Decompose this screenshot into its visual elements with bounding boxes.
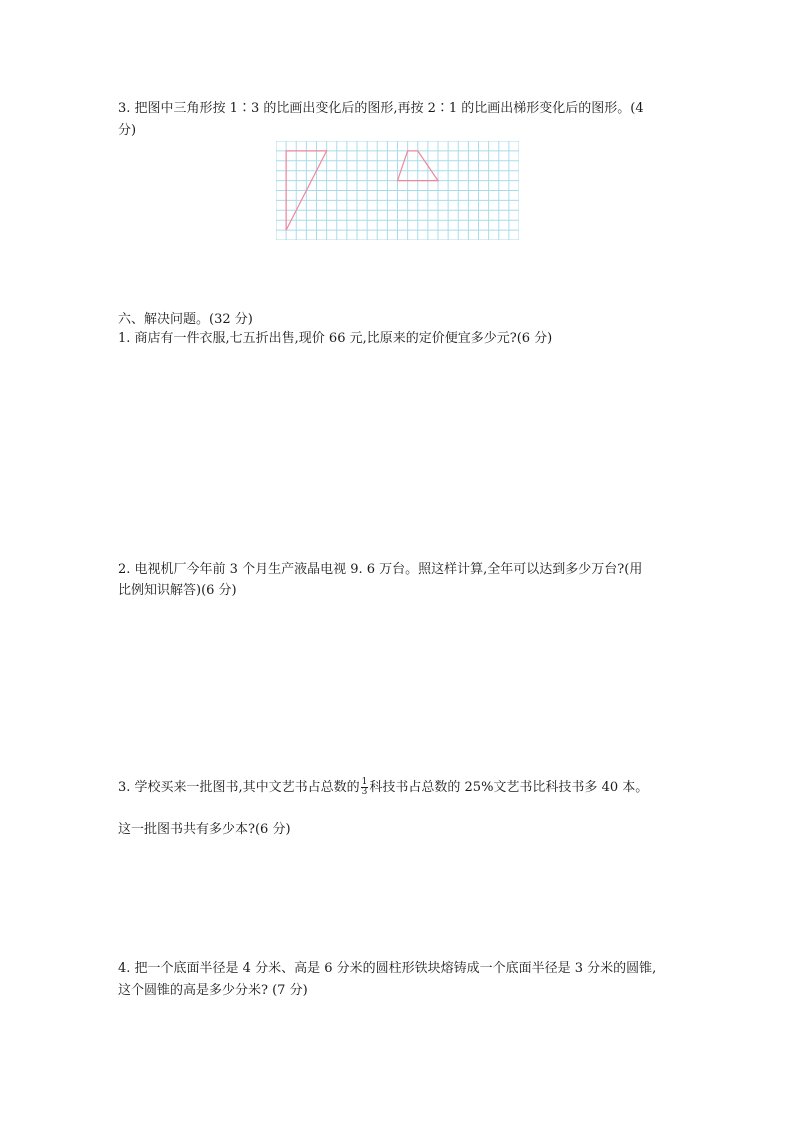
question-1: 1. 商店有一件衣服,七五折出售,现价 66 元,比原来的定价便宜多少元?(6 分) (118, 331, 553, 346)
question-4-line1: 4. 把一个底面半径是 4 分米、高是 6 分米的圆柱形铁块熔铸成一个底面半径是 3 分米的圆锥, (118, 961, 657, 976)
question-3-text-b: 科技书占总数的 25%文艺书比科技书多 40 本。 (369, 780, 649, 795)
q3-transform-line2: 分) (118, 123, 137, 138)
question-3-line2: 这一批图书共有多少本?(6 分) (118, 822, 291, 837)
question-2-line1: 2. 电视机厂今年前 3 个月生产液晶电视 9. 6 万台。照这样计算,全年可以达到多少万台?(用 (118, 562, 643, 577)
question-3-text-a: 3. 学校买来一批图书,其中文艺书占总数的 (118, 780, 360, 795)
section-6-heading: 六、解决问题。(32 分) (118, 312, 253, 327)
fraction-one-third (361, 778, 369, 797)
fraction-denominator: 3 (361, 787, 368, 797)
question-3-line1 (118, 778, 648, 797)
question-2-line2: 比例知识解答)(6 分) (118, 583, 237, 598)
drawing-grid (276, 141, 519, 240)
fraction-numerator: 1 (361, 777, 368, 787)
q3-transform-line1: 3. 把图中三角形按 1∶3 的比画出变化后的图形,再按 2∶1 的比画出梯形变化后的图形。(4 (118, 101, 644, 116)
question-4-line2: 这个圆锥的高是多少分米? (7 分) (118, 983, 308, 998)
